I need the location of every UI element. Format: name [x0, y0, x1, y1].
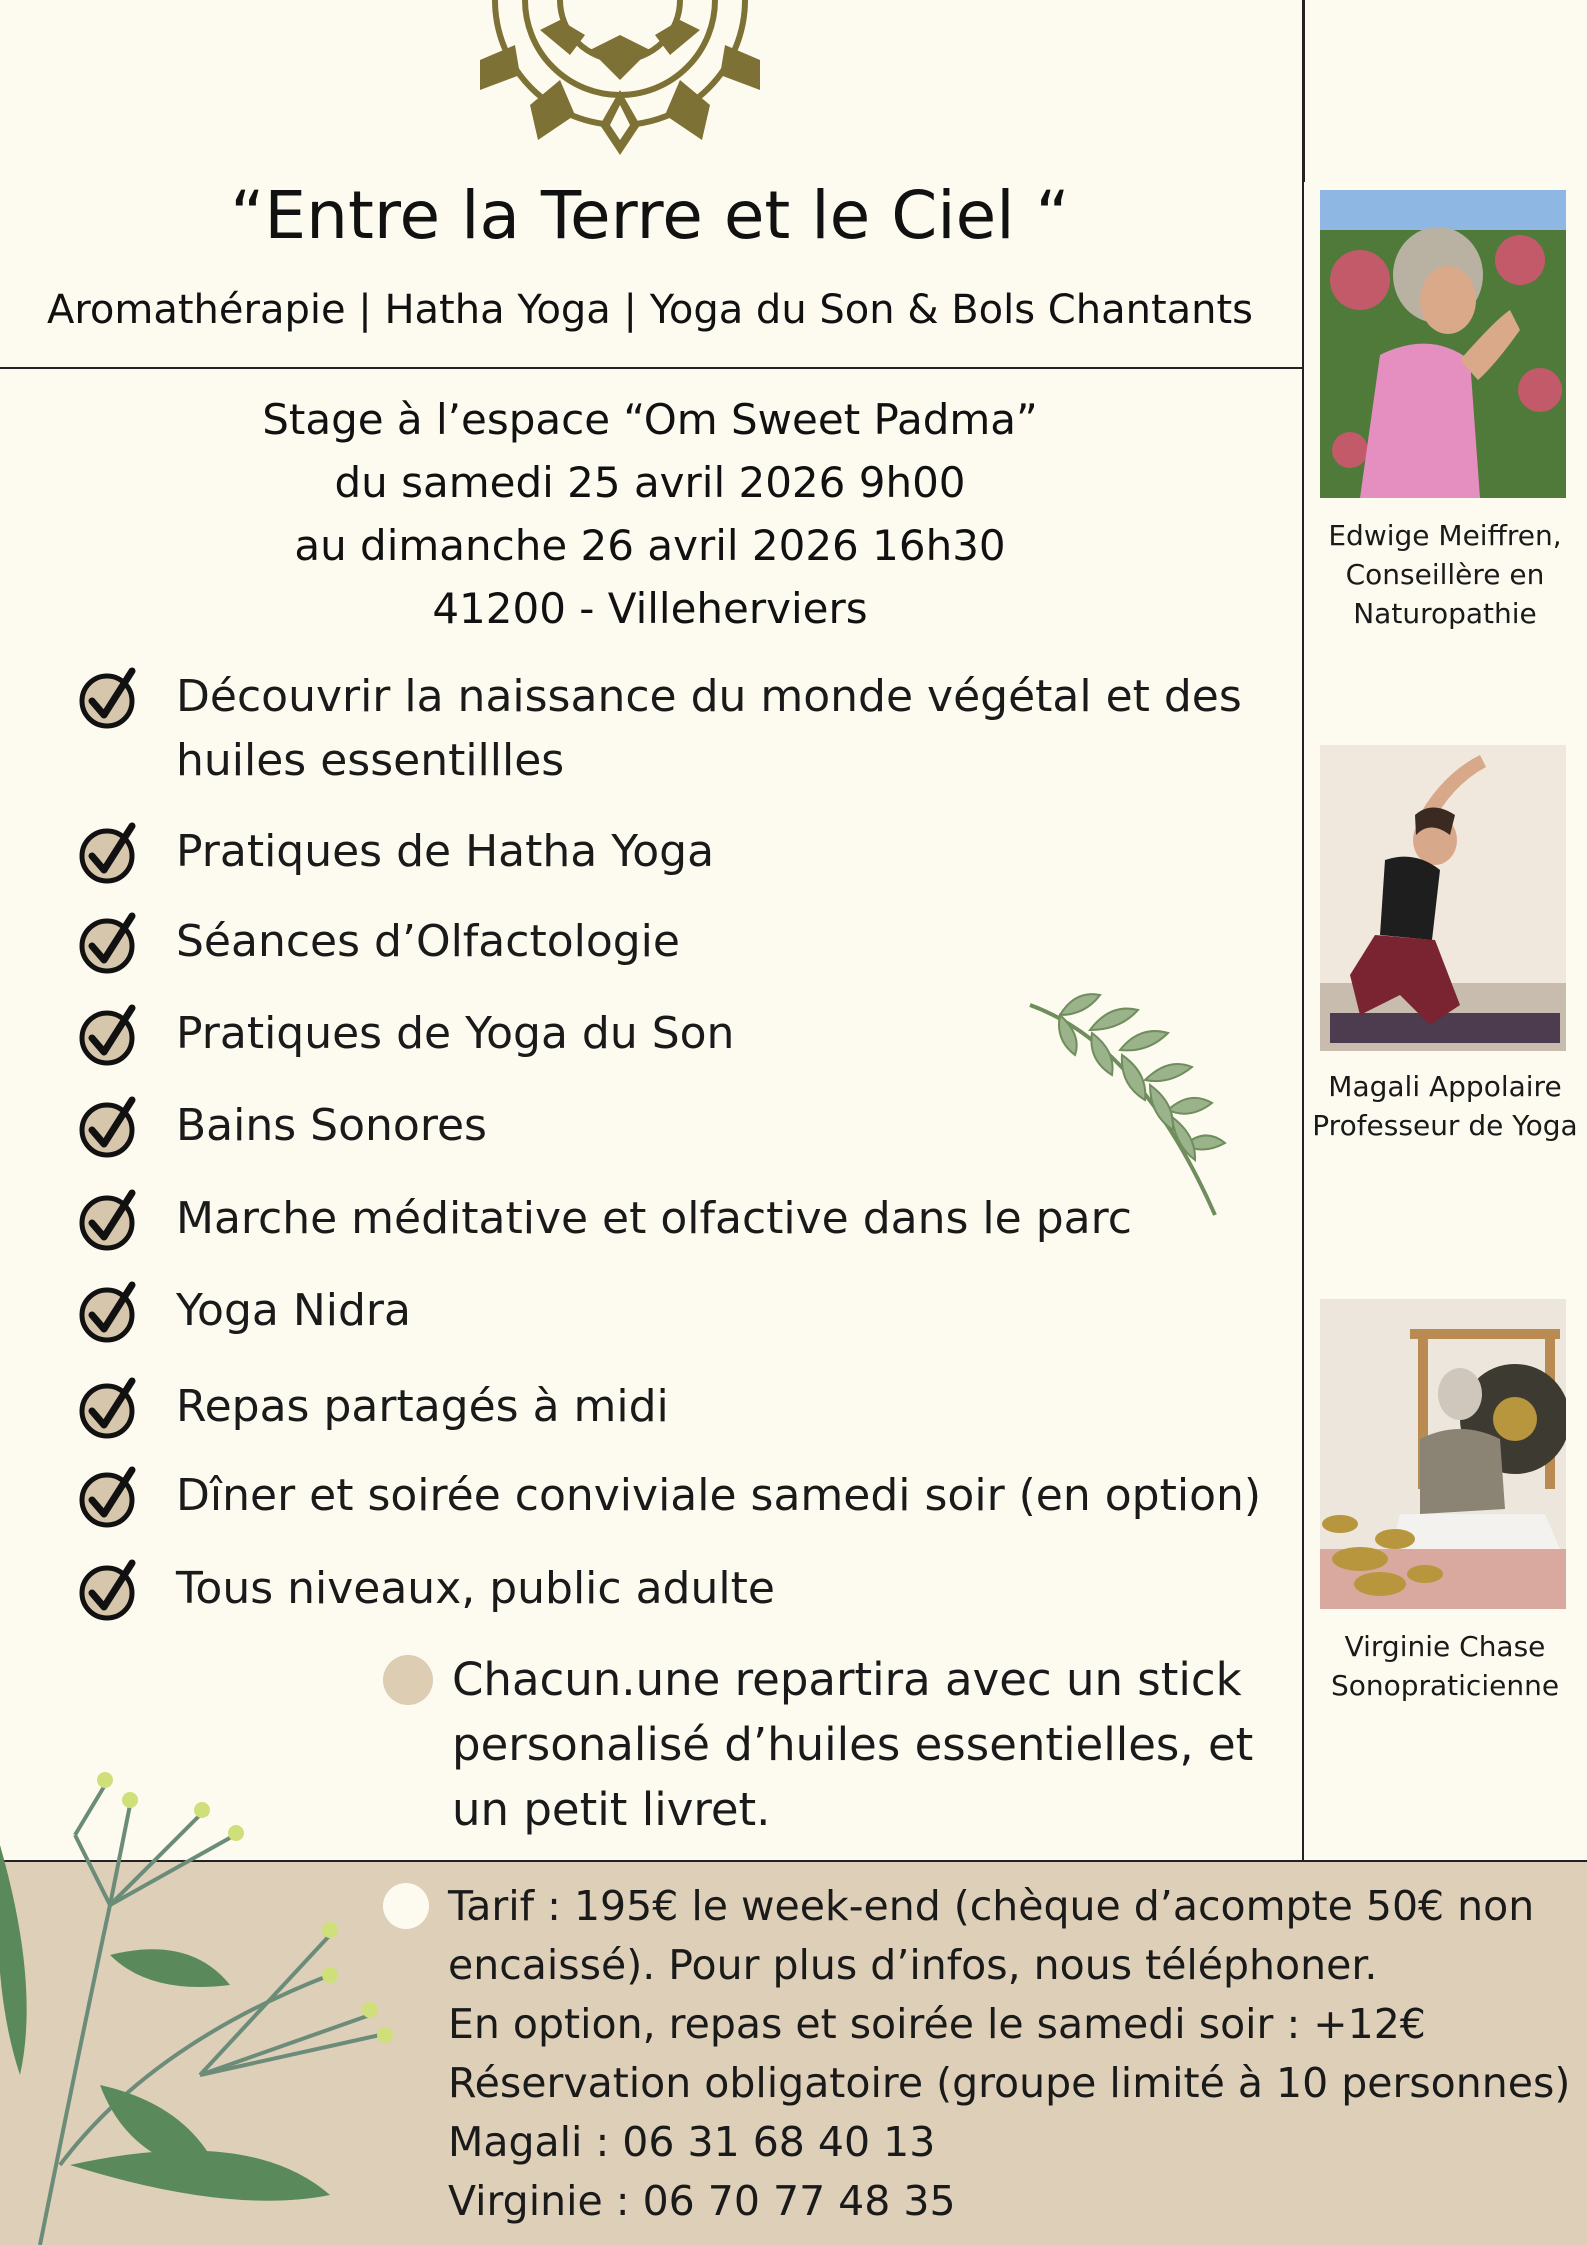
list-item-label: Pratiques de Yoga du Son: [176, 1008, 735, 1059]
bullet-dot: [383, 1655, 433, 1705]
leaf-illustration: [1020, 985, 1250, 1225]
event-end-date: au dimanche 26 avril 2026 16h30: [294, 521, 1006, 570]
check-circle-icon: [78, 1187, 140, 1251]
page-title: “Entre la Terre et le Ciel “: [230, 177, 1070, 254]
check-circle-icon: [78, 820, 140, 884]
list-item-label: Découvrir la naissance du monde végétal et des huiles essentillles: [176, 671, 1242, 786]
pricing-rate: Tarif : 195€ le week-end (chèque d’acompte 50€ non encaissé). Pour plus d’infos, nous téléphoner.: [448, 1882, 1535, 1989]
photo-virginie: [1320, 1299, 1566, 1609]
list-item-label: Pratiques de Hatha Yoga: [176, 826, 715, 877]
mandala-ornament: [420, 0, 820, 170]
stick-note: Chacun.une repartira avec un stick personalisé d’huiles essentielles, et un petit livret.: [452, 1653, 1254, 1836]
pricing-option: En option, repas et soirée le samedi soir : +12€: [448, 2000, 1426, 2048]
check-circle-icon: [78, 1094, 140, 1158]
check-circle-icon: [78, 910, 140, 974]
list-item-label: Bains Sonores: [176, 1100, 487, 1151]
page-subtitle: Aromathérapie | Hatha Yoga | Yoga du Son & Bols Chantants: [46, 287, 1254, 333]
team-role: Naturopathie: [1353, 597, 1537, 630]
list-item-label: Dîner et soirée conviviale samedi soir (en option): [176, 1470, 1262, 1521]
caption-virginie: [1310, 1627, 1580, 1705]
list-item-label: Yoga Nidra: [176, 1285, 411, 1336]
pricing-info: [448, 1877, 1578, 2231]
list-item-label: Séances d’Olfactologie: [176, 916, 680, 967]
event-location: 41200 - Villeherviers: [432, 584, 868, 633]
caption-magali: [1310, 1067, 1580, 1145]
contact-magali: Magali : 06 31 68 40 13: [448, 2118, 936, 2166]
list-item-label: Repas partagés à midi: [176, 1381, 669, 1432]
event-venue: Stage à l’espace “Om Sweet Padma”: [262, 395, 1038, 444]
reservation-note: Réservation obligatoire (groupe limité à 10 personnes): [448, 2059, 1571, 2107]
divider-horizontal-top: [0, 367, 1302, 369]
check-circle-icon: [78, 1002, 140, 1066]
contact-virginie: Virginie : 06 70 77 48 35: [448, 2177, 956, 2225]
caption-edwige: [1310, 516, 1580, 633]
team-name: Edwige Meiffren,: [1328, 519, 1562, 552]
check-circle-icon: [78, 1375, 140, 1439]
check-circle-icon: [78, 665, 140, 729]
flower-illustration: [0, 1745, 400, 2245]
team-name: Virginie Chase: [1344, 1630, 1546, 1663]
team-role: Professeur de Yoga: [1312, 1109, 1578, 1142]
event-start-date: du samedi 25 avril 2026 9h00: [334, 458, 966, 507]
divider-vertical: [1302, 182, 1304, 1862]
photo-magali: [1320, 745, 1566, 1051]
check-circle-icon: [78, 1464, 140, 1528]
team-role: Conseillère en: [1345, 558, 1545, 591]
team-role: Sonopraticienne: [1330, 1669, 1560, 1702]
divider-vertical-top: [1302, 0, 1305, 182]
bullet-dot-pricing: [383, 1883, 429, 1929]
check-circle-icon: [78, 1279, 140, 1343]
check-circle-icon: [78, 1557, 140, 1621]
list-item-label: Tous niveaux, public adulte: [176, 1563, 775, 1614]
event-info: [0, 388, 1300, 640]
team-name: Magali Appolaire: [1328, 1070, 1562, 1103]
list-item-label: Marche méditative et olfactive dans le parc: [176, 1193, 1132, 1244]
photo-edwige: [1320, 190, 1566, 498]
